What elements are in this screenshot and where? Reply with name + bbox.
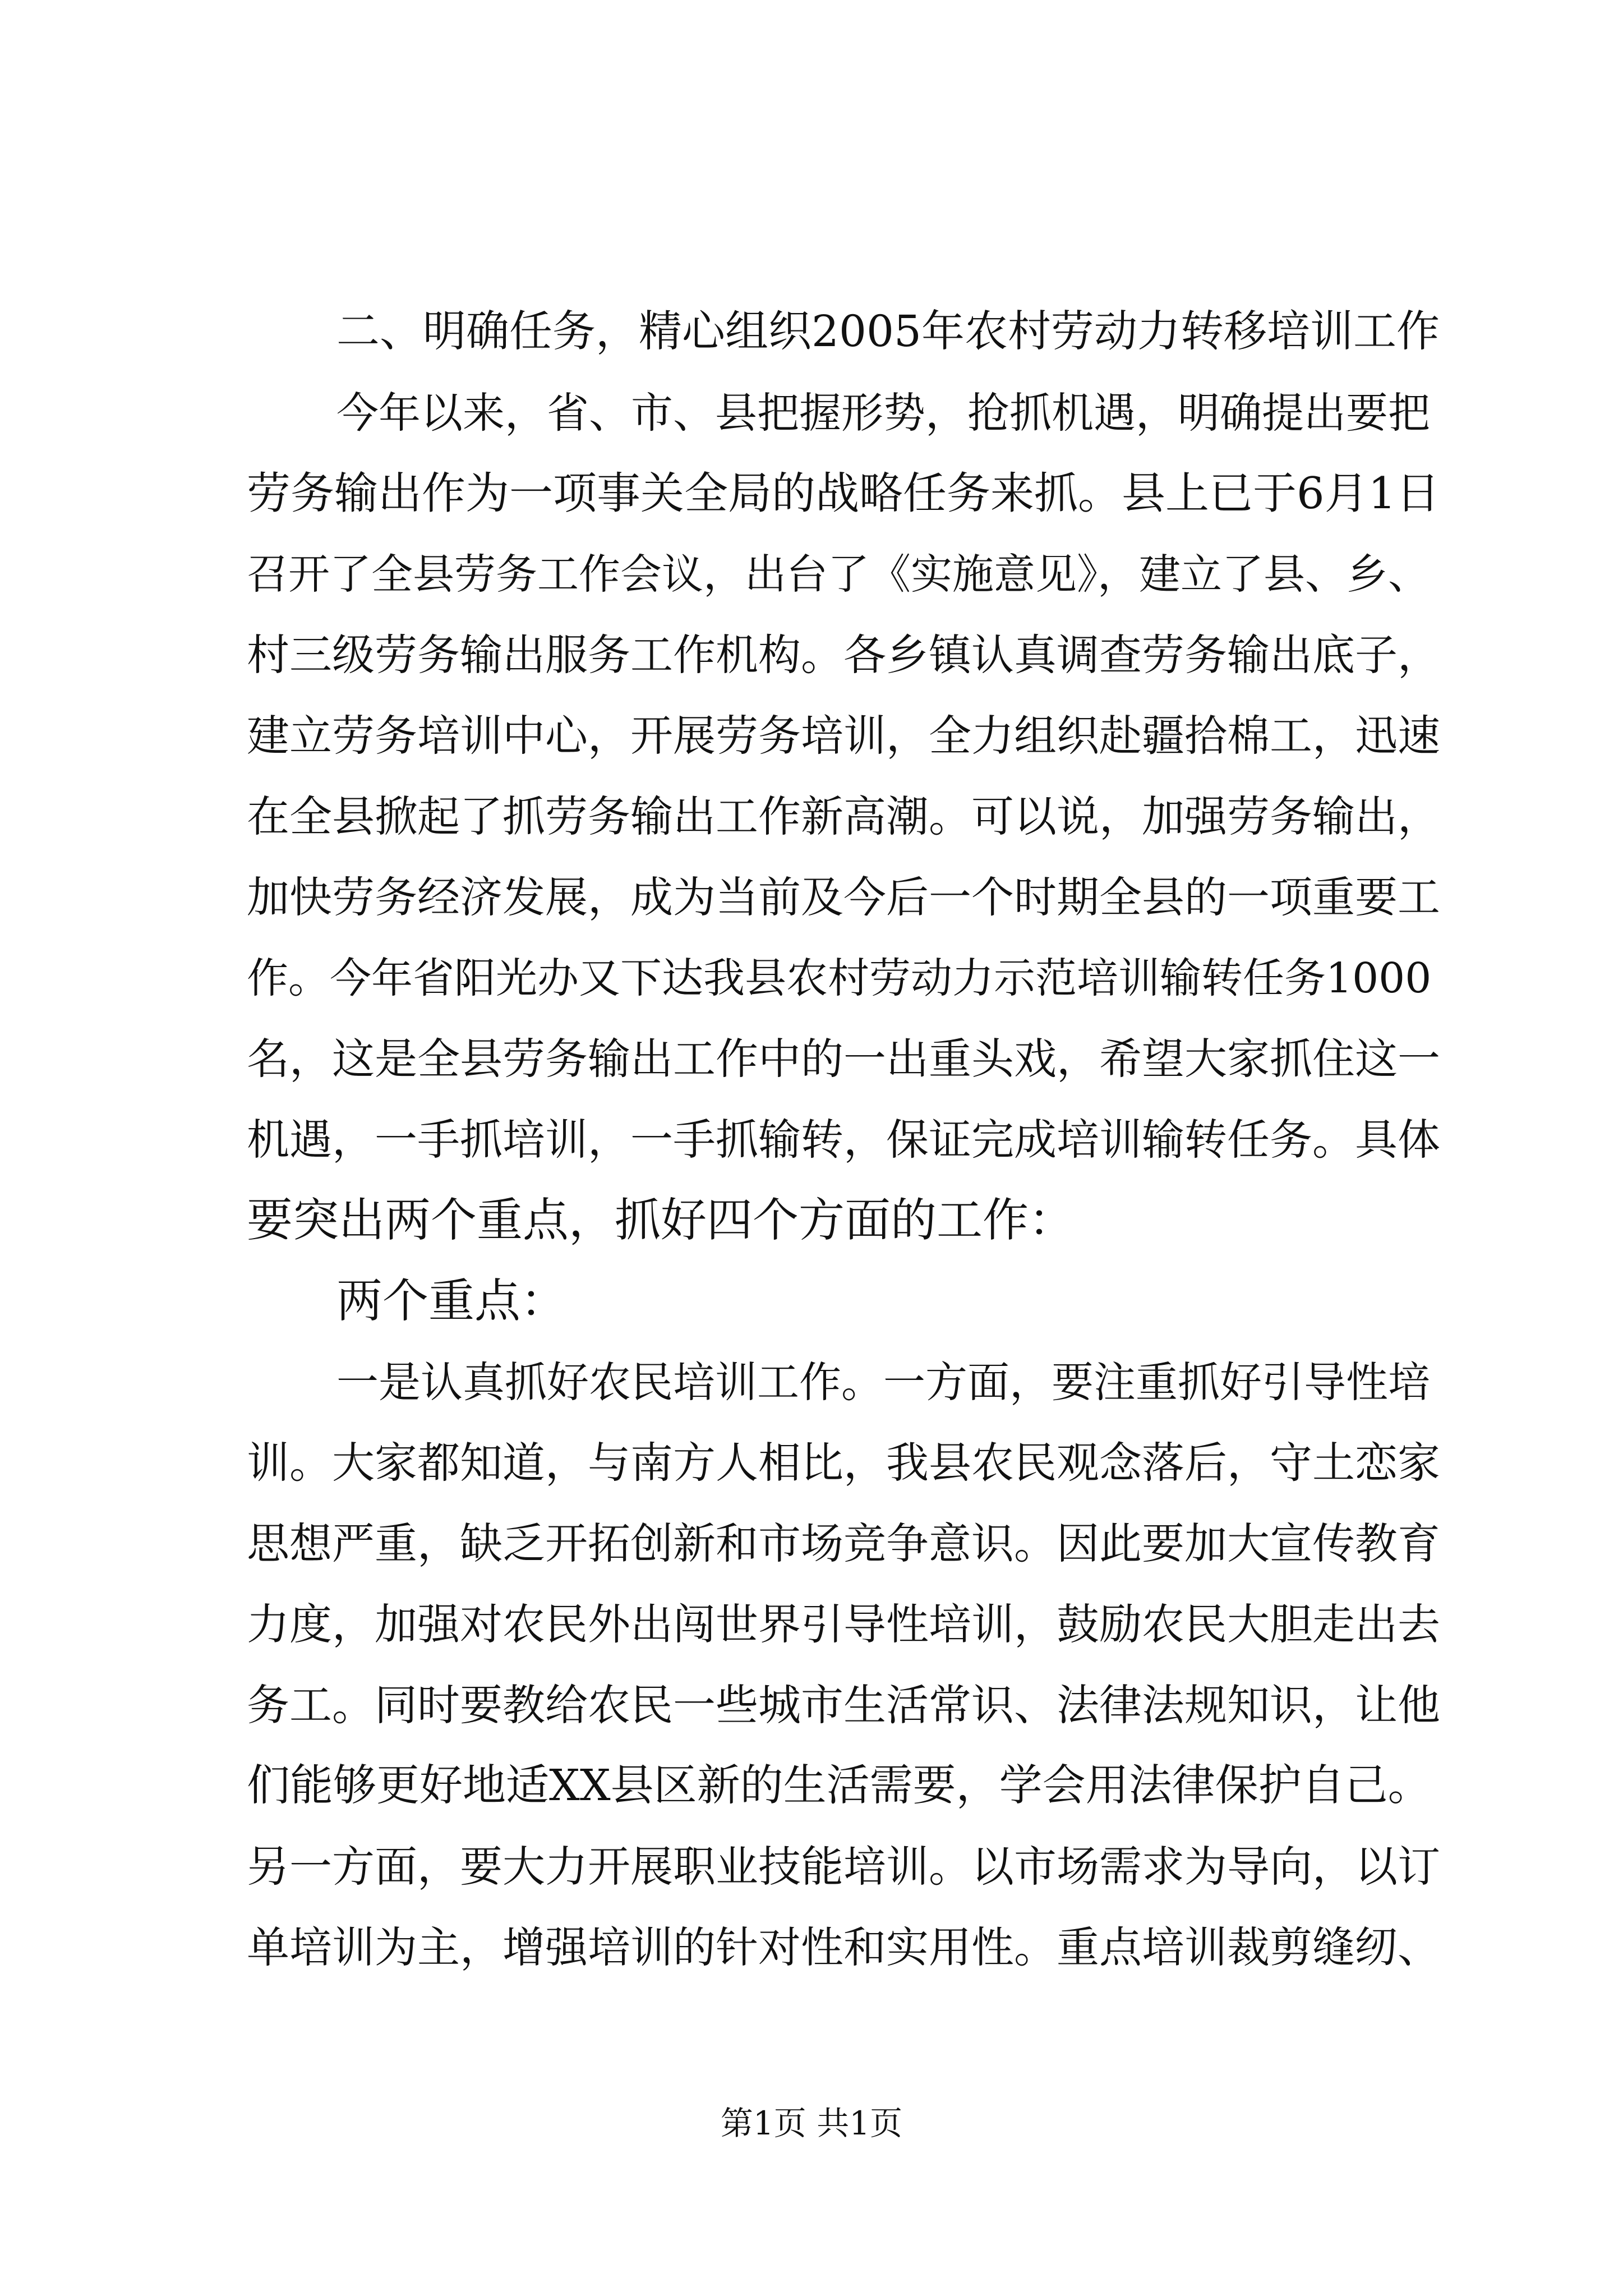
text-line: 村三级劳务输出服务工作机构。各乡镇认真调查劳务输出底子， (247, 630, 1440, 680)
text-line: 机遇，一手抓培训，一手抓输转，保证完成培训输转任务。具体 (247, 1115, 1440, 1165)
text-line: 在全县掀起了抓劳务输出工作新高潮。可以说，加强劳务输出， (247, 792, 1440, 841)
text-line: 作。今年省阳光办又下达我县农村劳动力示范培训输转任务1000 (247, 954, 1432, 1002)
text-line: 加快劳务经济发展，成为当前及今后一个时期全县的一项重要工 (247, 872, 1440, 922)
text-line: 单培训为主，增强培训的针对性和实用性。重点培训裁剪缝纫、 (247, 1922, 1440, 1972)
text-line: 名，这是全县劳务输出工作中的一出重头戏，希望大家抓住这一 (247, 1034, 1440, 1084)
page-footer: 第1页 共1页 (720, 2104, 903, 2142)
document-body (247, 292, 1441, 1988)
text-line: 们能够更好地适XX县区新的生活需要，学会用法律保护自己。 (247, 1761, 1431, 1811)
text-line: 思想严重，缺乏开拓创新和市场竞争意识。因此要加大宣传教育 (247, 1519, 1440, 1568)
text-line: 建立劳务培训中心，开展劳务培训，全力组织赴疆拾棉工，迅速 (247, 711, 1440, 761)
text-line: 召开了全县劳务工作会议，出台了《实施意见》，建立了县、乡、 (247, 550, 1430, 599)
text-line: 今年以来，省、市、县把握形势，抢抓机遇，明确提出要把 (336, 388, 1431, 438)
text-line: 另一方面，要大力开展职业技能培训。以市场需求为导向，以订 (247, 1842, 1440, 1892)
text-line: 一是认真抓好农民培训工作。一方面，要注重抓好引导性培 (336, 1358, 1431, 1407)
text-line: 二、明确任务，精心组织2005年农村劳动力转移培训工作 (336, 307, 1440, 357)
text-line: 劳务输出作为一项事关全局的战略任务来抓。县上已于6月1日 (247, 468, 1440, 519)
text-line: 务工。同时要教给农民一些城市生活常识、法律法规知识，让他 (247, 1680, 1440, 1730)
text-line: 要突出两个重点，抓好四个方面的工作： (247, 1194, 1075, 1247)
text-line: 力度，加强对农民外出闯世界引导性培训，鼓励农民大胆走出去 (247, 1599, 1440, 1649)
text-line: 两个重点： (336, 1274, 567, 1328)
text-line: 训。大家都知道，与南方人相比，我县农民观念落后，守土恋家 (247, 1438, 1440, 1488)
